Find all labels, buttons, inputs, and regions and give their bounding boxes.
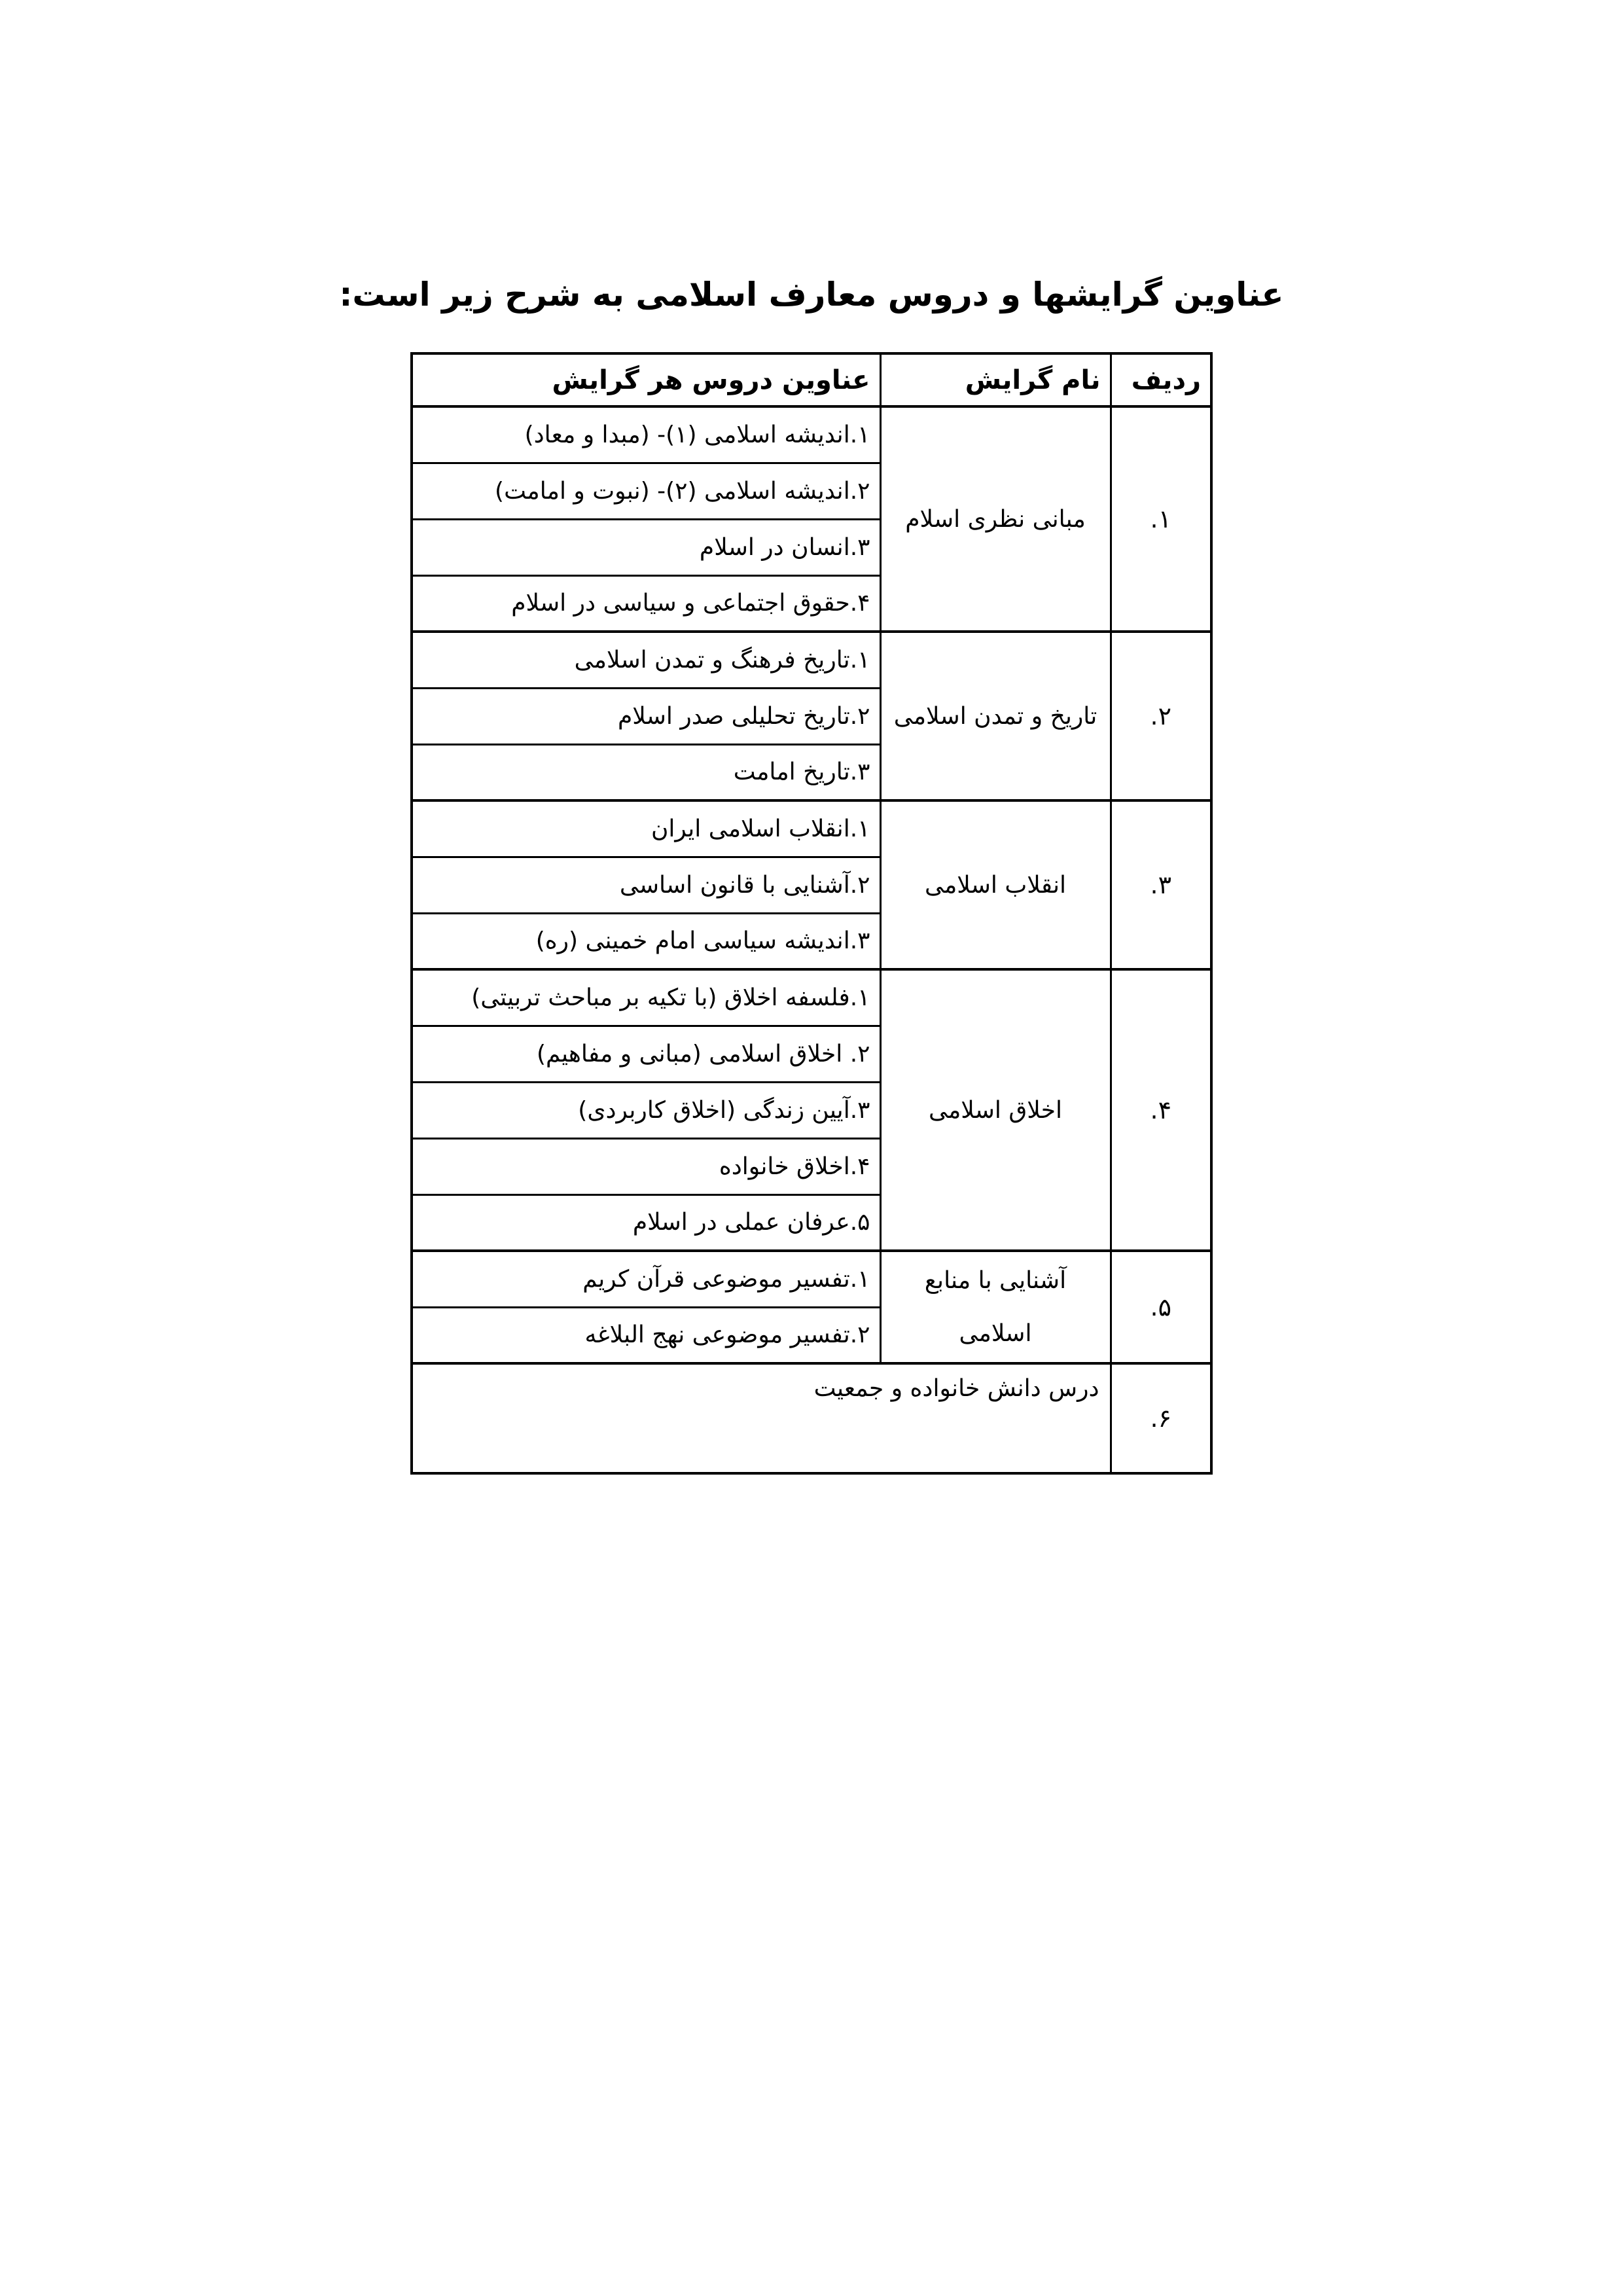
course-cell: ۳.تاریخ امامت (412, 744, 880, 800)
table-header-row (412, 353, 1211, 406)
course-cell: ۱.تفسیر موضوعی قرآن کریم (412, 1251, 880, 1307)
course-cell: ۱.تاریخ فرهنگ و تمدن اسلامی (412, 632, 880, 688)
course-cell: ۲.آشنایی با قانون اساسی (412, 857, 880, 913)
table-row (412, 969, 1211, 1026)
branch-name-cell: آشنایی با منابع اسلامی (880, 1251, 1111, 1363)
course-cell: ۵.عرفان عملی در اسلام (412, 1194, 880, 1251)
course-cell: ۳.آیین زندگی (اخلاق کاربردی) (412, 1082, 880, 1138)
table-row (412, 406, 1211, 463)
row-number-cell: ۱. (1111, 406, 1211, 632)
course-cell: ۲.اندیشه اسلامی (۲)- (نبوت و امامت) (412, 463, 880, 519)
course-cell: ۴.حقوق اجتماعی و سیاسی در اسلام (412, 575, 880, 632)
course-cell: ۲.تفسیر موضوعی نهج البلاغه (412, 1307, 880, 1363)
row-number-cell: ۵. (1111, 1251, 1211, 1363)
branch-name-cell: تاریخ و تمدن اسلامی (880, 632, 1111, 800)
course-cell: ۳.انسان در اسلام (412, 519, 880, 575)
course-cell: ۲.تاریخ تحلیلی صدر اسلام (412, 688, 880, 744)
course-cell: ۲. اخلاق اسلامی (مبانی و مفاهیم) (412, 1026, 880, 1082)
branch-name-cell: مبانی نظری اسلام (880, 406, 1111, 632)
table-row (412, 800, 1211, 857)
table-row (412, 632, 1211, 688)
course-cell: ۳.اندیشه سیاسی امام خمینی (ره) (412, 913, 880, 969)
course-cell: ۱.انقلاب اسلامی ایران (412, 800, 880, 857)
row-number-cell: ۴. (1111, 969, 1211, 1251)
row-number-cell: ۳. (1111, 800, 1211, 969)
header-cell-row-number: ردیف (1111, 353, 1211, 406)
page-title: عناوین گرایشها و دروس معارف اسلامی به شرح زیر است: (339, 276, 1284, 314)
table-row (412, 1363, 1211, 1473)
branch-name-cell: انقلاب اسلامی (880, 800, 1111, 969)
branch-name-cell: اخلاق اسلامی (880, 969, 1111, 1251)
header-cell-course-titles: عناوین دروس هر گرایش (412, 353, 880, 406)
row-number-cell: ۲. (1111, 632, 1211, 800)
courses-table (410, 352, 1213, 1475)
course-cell: ۱.اندیشه اسلامی (۱)- (مبدا و معاد) (412, 406, 880, 463)
row-number-cell: ۶. (1111, 1363, 1211, 1473)
course-cell: ۴.اخلاق خانواده (412, 1138, 880, 1194)
course-cell: ۱.فلسفه اخلاق (با تکیه بر مباحث تربیتی) (412, 969, 880, 1026)
header-cell-branch-name: نام گرایش (880, 353, 1111, 406)
table-row (412, 1251, 1211, 1307)
merged-course-cell: درس دانش خانواده و جمعیت (412, 1363, 1111, 1473)
